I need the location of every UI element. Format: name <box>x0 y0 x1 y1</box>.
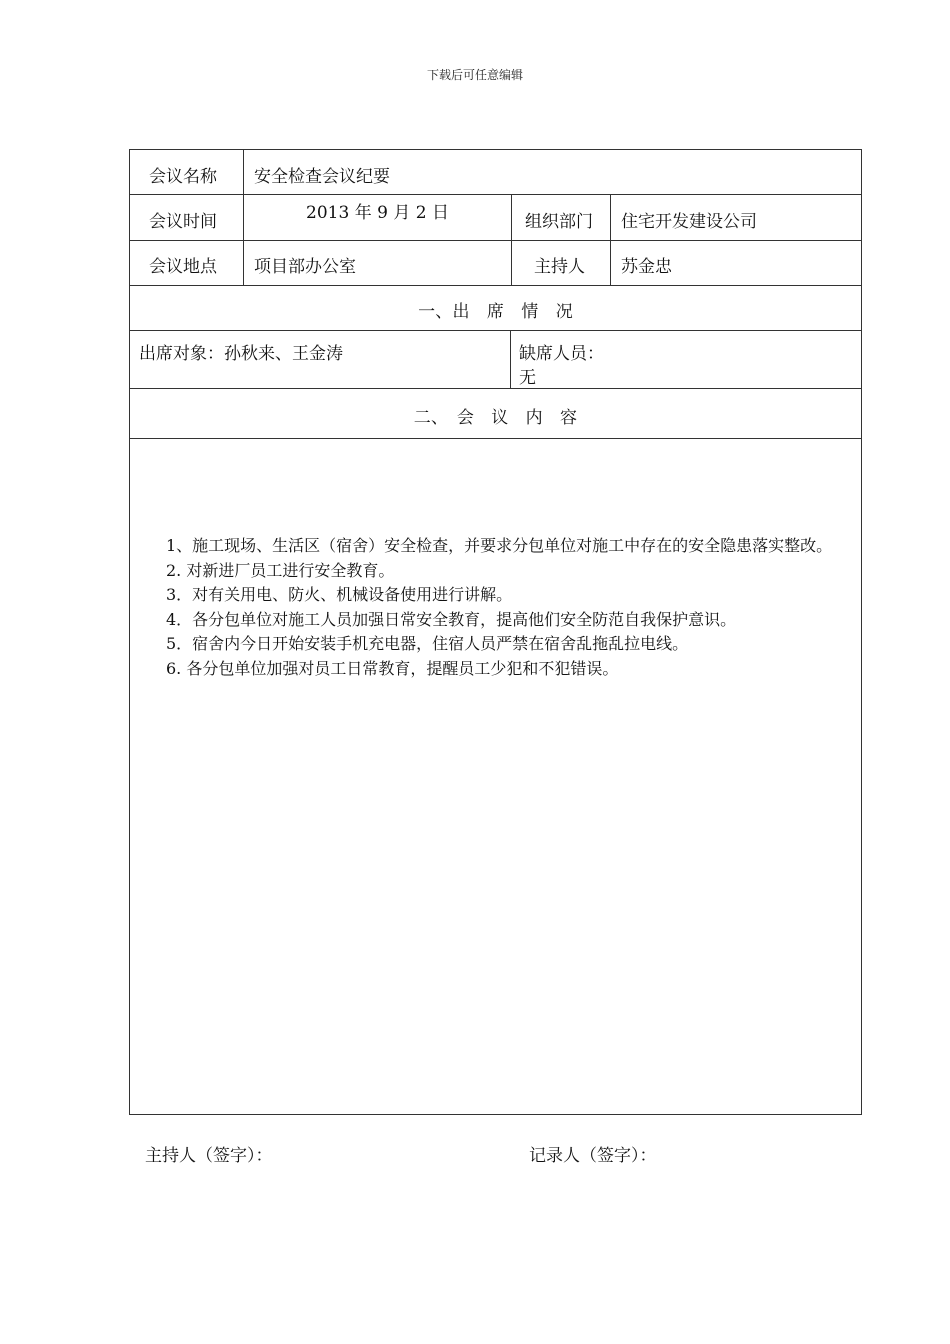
meeting-time-value: 2013 年 9 月 2 日 <box>306 203 449 223</box>
meeting-name-value: 安全检查会议纪要 <box>254 167 390 187</box>
meeting-minutes-table <box>129 149 862 1115</box>
content-section-title: 二、 会 议 内 容 <box>413 408 578 428</box>
content-item: 6. 各分包单位加强对员工日常教育，提醒员工少犯和不犯错误。 <box>166 658 619 678</box>
content-item: 3．对有关用电、防火、机械设备使用进行讲解。 <box>166 585 513 604</box>
row-divider <box>130 438 861 439</box>
organizer-label: 组织部门 <box>525 212 593 232</box>
col-divider <box>510 330 511 388</box>
header-note: 下载后可任意编辑 <box>426 68 523 82</box>
row-divider <box>130 330 861 331</box>
meeting-time-label: 会议时间 <box>149 212 217 232</box>
meeting-content <box>166 534 856 681</box>
meeting-place-label: 会议地点 <box>149 257 217 277</box>
content-item: 4．各分包单位对施工人员加强日常安全教育，提高他们安全防范自我保护意识。 <box>166 609 737 629</box>
host-label: 主持人 <box>534 257 585 277</box>
attendees: 出席对象：孙秋来、王金涛 <box>139 344 343 364</box>
organizer-value: 住宅开发建设公司 <box>621 212 757 232</box>
row-divider <box>130 388 861 389</box>
absent-label: 缺席人员： <box>519 344 604 364</box>
meeting-place-value: 项目部办公室 <box>254 257 356 277</box>
row-divider <box>130 240 861 241</box>
row-divider <box>130 285 861 286</box>
meeting-name-label: 会议名称 <box>149 167 217 187</box>
col-divider <box>511 194 512 285</box>
content-item: 2. 对新进厂员工进行安全教育。 <box>166 560 395 580</box>
host-value: 苏金忠 <box>621 257 672 277</box>
content-item: 1、施工现场、生活区（宿舍）安全检查，并要求分包单位对施工中存在的安全隐患落实整改。 <box>166 536 833 555</box>
host-signature: 主持人（签字）： <box>145 1146 273 1166</box>
row-divider <box>130 194 861 195</box>
attendance-section-title: 一、出 席 情 况 <box>418 302 573 322</box>
recorder-signature: 记录人（签字）： <box>529 1146 657 1166</box>
absent-value: 无 <box>519 368 536 388</box>
col-divider <box>610 194 611 285</box>
content-item: 5．宿舍内今日开始安装手机充电器，住宿人员严禁在宿舍乱拖乱拉电线。 <box>166 634 689 653</box>
